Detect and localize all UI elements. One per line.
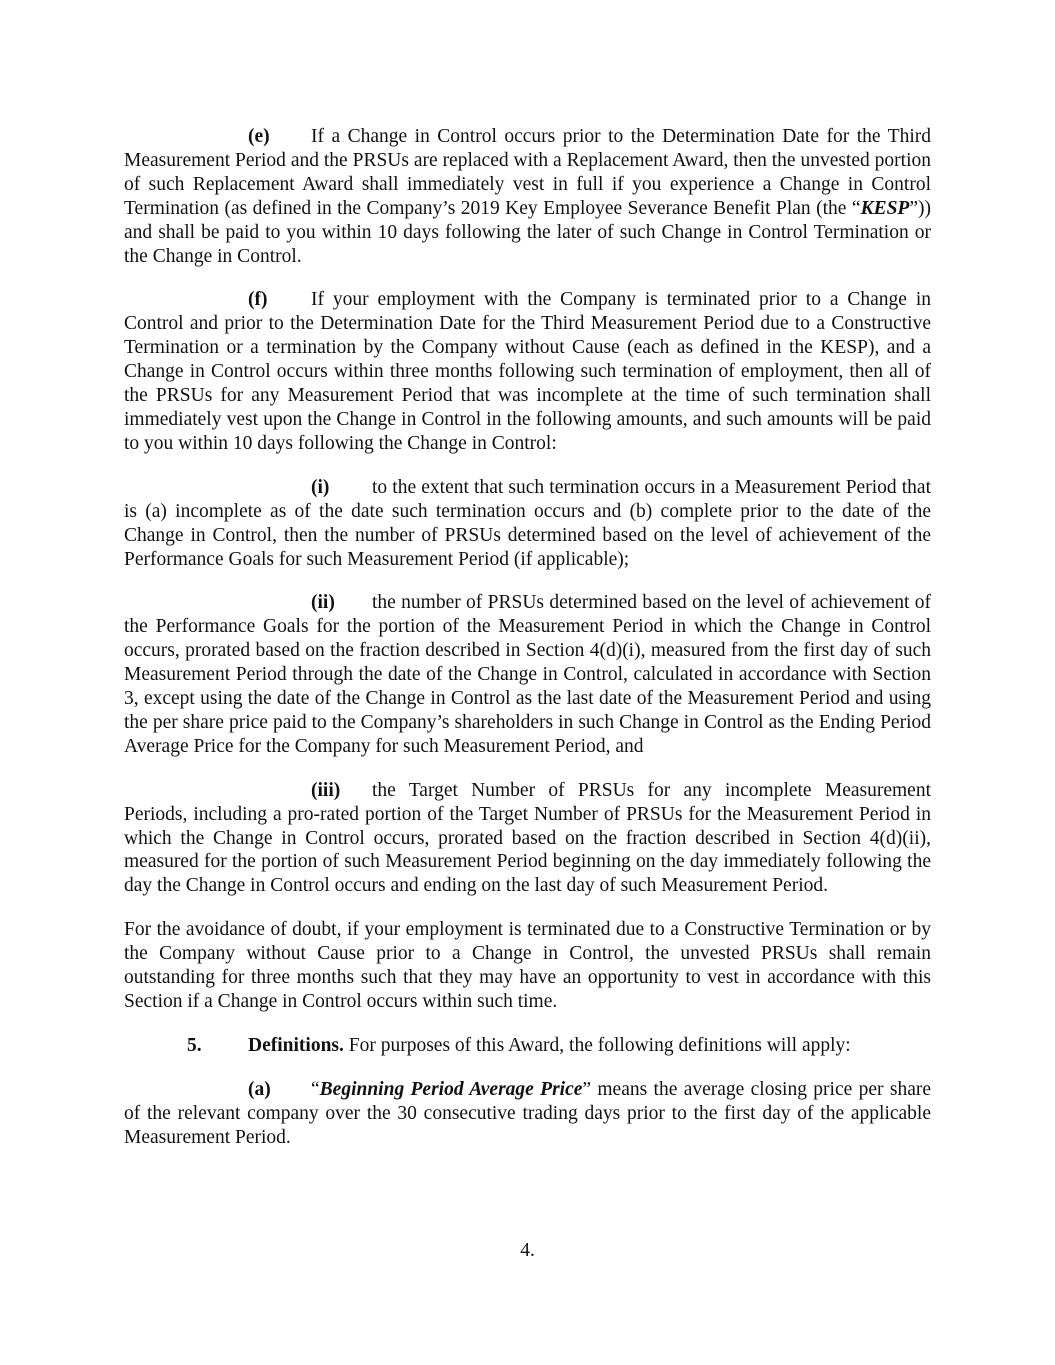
paragraph-a (124, 1078, 931, 1150)
document-page (124, 125, 931, 1170)
paragraph-label: (iii) (311, 779, 341, 801)
paragraph-label: (a) (248, 1078, 271, 1100)
section-number: 5. (187, 1034, 202, 1056)
paragraph-text: the Target Number of PRSUs for any incomplete Measurement Periods, including a pro-rated portion of the Target Number of PRSUs for the Measurement Period in which the Change in Control occurs, prorated based on the fraction described in Section 4(d)(ii), measured for the portion of such Measurement Period beginning on the day immediately following the day the Change in Control occurs and ending on the last day of such Measurement Period. (124, 779, 931, 897)
paragraph-text: to the extent that such termination occurs in a Measurement Period that is (a) incomplete as of the date such termination occurs and (b) complete prior to the date of the Change in Control, then the number of PRSUs determined based on the level of achievement of the Performance Goals for such Measurement Period (if applicable); (124, 476, 931, 570)
section-5-heading (124, 1034, 931, 1058)
paragraph-text: the number of PRSUs determined based on the level of achievement of the Performance Goals for the portion of the Measurement Period in which the Change in Control occurs, prorated based on the fraction described in Section 4(d)(i), measured from the first day of such Measurement Period through the date of the Change in Control, calculated in accordance with Section 3, except using the date of the Change in Control as the last date of the Measurement Period and using the per share price paid to the Company’s shareholders in such Change in Control as the Ending Period Average Price for the Company for such Measurement Period, and (124, 592, 931, 757)
paragraph-label: (i) (311, 476, 330, 498)
section-heading: Definitions. (248, 1034, 344, 1056)
open-quote: “ (311, 1078, 320, 1100)
paragraph-text: If your employment with the Company is terminated prior to a Change in Control and prior to the Determination Date for the Third Measurement Period due to a Constructive Termination or a termination by the Company without Cause (each as defined in the KESP), and a Change in Control occurs within three months following such termination of employment, then all of the PRSUs for any Measurement Period that was incomplete at the time of such termination shall immediately vest upon the Change in Control in the following amounts, and such amounts will be paid to you within 10 days following the Change in Control: (124, 289, 931, 454)
paragraph-i (124, 476, 931, 572)
page-number: 4. (520, 1240, 535, 1261)
paragraph-text: If a Change in Control occurs prior to the Determination Date for the Third Measurement Period and the PRSUs are replaced with a Replacement Award, then the unvested portion of such Replacement Award shall immediately vest in full if you experience a Change in Control Termination (as defined in the Company’s 2019 Key Employee Severance Benefit Plan (the “ (124, 126, 931, 219)
paragraph-text: ” means the average closing price per share of the relevant company over the 30 consecutive trading days prior to the first day of the applicable Measurement Period. (124, 1078, 931, 1148)
paragraph-label: (ii) (311, 592, 335, 614)
paragraph-e (124, 125, 931, 268)
paragraph-label: (e) (248, 126, 270, 147)
paragraph-ii (124, 591, 931, 758)
paragraph-text: For purposes of this Award, the following definitions will apply: (343, 1034, 851, 1056)
paragraph-iii (124, 779, 931, 899)
paragraph-f (124, 288, 931, 455)
defined-term: Beginning Period Average Price (319, 1078, 583, 1100)
paragraph-label: (f) (248, 289, 268, 311)
paragraph-avoidance-of-doubt: For the avoidance of doubt, if your employment is terminated due to a Constructive Termination or by the Company without Cause prior to a Change in Control, the unvested PRSUs shall remain outstanding for three months such that they may have an opportunity to vest in accordance with this Section if a Change in Control occurs within such time. (124, 919, 931, 1012)
paragraph-text: ”)) and shall be paid to you within 10 days following the later of such Change in Control Termination or the Change in Control. (124, 197, 931, 267)
defined-term: KESP (860, 197, 910, 219)
